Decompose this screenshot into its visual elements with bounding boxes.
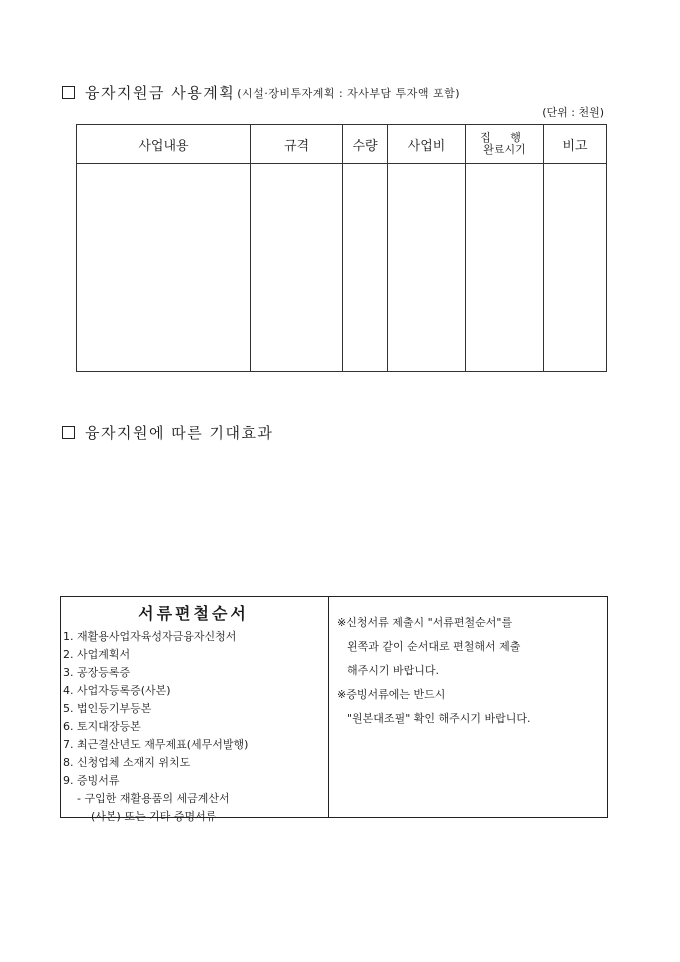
header-remarks: 비고 [544,125,607,164]
header-quantity: 수량 [343,125,388,164]
usage-plan-table [76,124,607,372]
cell-remarks[interactable] [544,164,607,372]
section-note-fund-usage: (시설·장비투자계획 : 자사부담 투자액 포함) [237,86,461,100]
table-header-row [77,125,607,164]
list-sub-item: (사본) 또는 기타 증명서류 [91,810,217,823]
filing-order-box [60,596,608,823]
unit-label: (단위 : 천원) [542,106,604,119]
note-line: 해주시기 바랍니다. [347,664,440,677]
checkbox-icon [62,86,75,99]
list-item: 3. 공장등록증 [63,666,131,679]
header-project-cost: 사업비 [388,125,466,164]
section-expected-effect [62,422,273,443]
note-line: ※증빙서류에는 반드시 [337,688,446,701]
table-row [77,164,607,372]
list-item: 8. 신청업체 소재지 위치도 [63,756,191,769]
cell-business-content[interactable] [77,164,251,372]
list-item: 6. 토지대장등본 [63,720,141,733]
list-sub-item: - 구입한 재활용품의 세금계산서 [77,792,230,805]
cell-spec[interactable] [251,164,343,372]
header-completion-time: 완료시기 [483,143,526,156]
list-item: 2. 사업계획서 [63,648,131,661]
filing-order-title: 서류편철순서 [138,604,249,623]
list-item: 1. 재활용사업자육성자금융자신청서 [63,630,237,643]
section-fund-usage-plan [62,82,460,103]
section-title-expected-effect: 융자지원에 따른 기대효과 [85,424,274,442]
cell-project-cost[interactable] [388,164,466,372]
filing-order-list [61,597,329,823]
checkbox-icon [62,426,75,439]
header-spec: 규격 [251,125,343,164]
section-title-fund-usage: 융자지원금 사용계획 [85,84,236,102]
header-execution: 집 행 [480,131,529,144]
cell-quantity[interactable] [343,164,388,372]
note-line: "원본대조필" 확인 해주시기 바랍니다. [347,712,531,725]
filing-order-notes [329,597,607,817]
cell-completion-time[interactable] [466,164,544,372]
list-item: 5. 법인등기부등본 [63,702,152,715]
list-item: 9. 증빙서류 [63,774,120,787]
list-item: 7. 최근결산년도 재무제표(세무서발행) [63,738,249,751]
note-line: ※신청서류 제출시 "서류편철순서"를 [337,616,513,629]
note-line: 왼쪽과 같이 순서대로 편철해서 제출 [347,640,521,653]
list-item: 4. 사업자등록증(사본) [63,684,171,697]
header-business-content: 사업내용 [77,125,251,164]
header-execution-completion [466,125,544,164]
